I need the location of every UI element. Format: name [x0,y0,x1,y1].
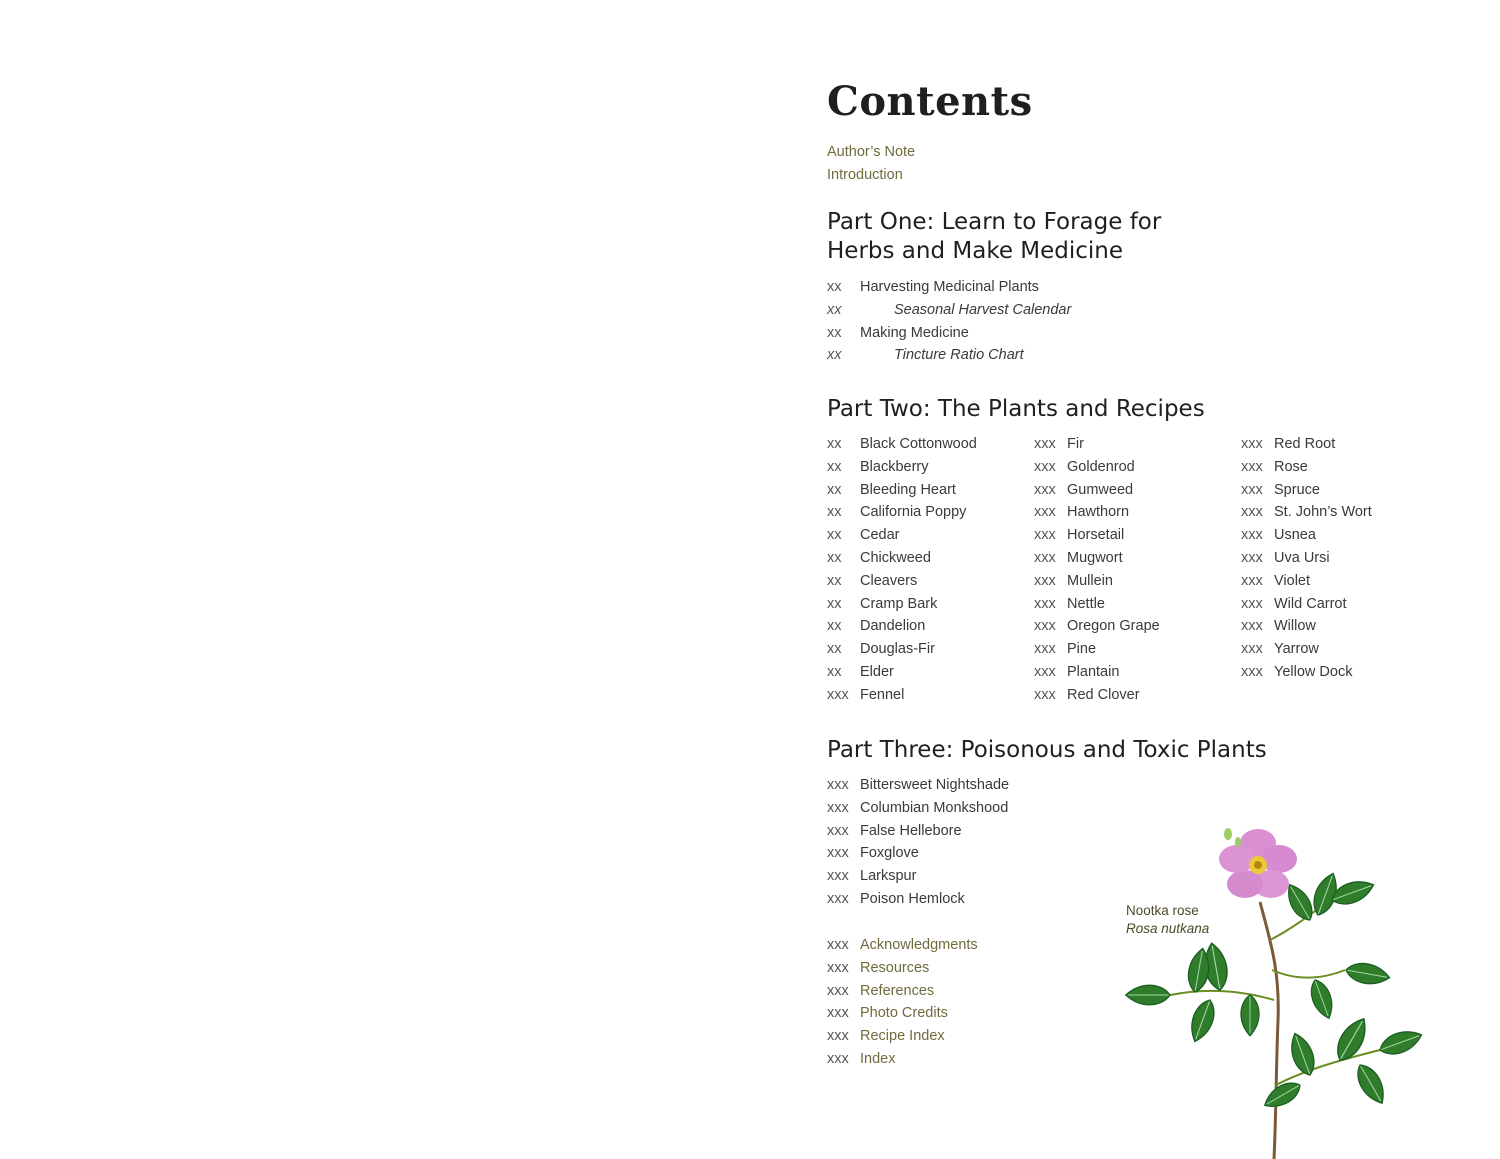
page-number: xxx [1241,595,1263,612]
toc-entry[interactable] [1241,638,1372,661]
toc-entry[interactable] [1241,501,1372,524]
entry-label: Uva Ursi [1274,549,1330,566]
toc-entry[interactable] [1241,547,1372,570]
page-number: xxx [827,1028,849,1045]
toc-entry[interactable] [1241,433,1372,456]
toc-entry[interactable] [1241,593,1372,616]
page-number: xx [827,527,842,544]
page-number: xx [827,618,842,635]
toc-link-introduction[interactable]: Introduction [827,166,903,183]
back-matter-list [827,934,978,1071]
toc-entry[interactable] [1241,456,1372,479]
toc-entry[interactable] [827,299,1071,322]
page-number: xx [827,504,842,521]
entry-label: Cleavers [860,572,918,589]
page-number: xxx [1034,595,1056,612]
entry-label: Mullein [1067,572,1113,589]
page-number: xxx [1034,436,1056,452]
entry-label: Harvesting Medicinal Plants [860,279,1039,295]
entry-label: Seasonal Harvest Calendar [894,301,1072,318]
entry-label: Index [860,1050,896,1067]
page-number: xxx [1034,458,1056,475]
page-number: xxx [827,868,849,885]
entry-label: Nettle [1067,595,1105,612]
toc-entry[interactable] [1034,433,1160,456]
page-number: xxx [827,959,849,976]
toc-entry[interactable] [827,501,977,524]
entry-label: Cramp Bark [860,595,938,612]
entry-label: Columbian Monkshood [860,799,1009,816]
page-number: xxx [1241,436,1263,452]
page-number: xxx [1034,527,1056,544]
toc-entry[interactable] [827,479,977,502]
page-number: xx [827,279,842,295]
toc-entry[interactable] [827,638,977,661]
page-number: xx [827,324,842,341]
page-number: xx [827,301,842,318]
entry-label: Horsetail [1067,527,1125,544]
toc-link-references[interactable] [827,980,978,1003]
entry-label: Fir [1067,436,1084,452]
entry-label: Yellow Dock [1274,663,1353,680]
page-number: xxx [1241,618,1263,635]
rose-flower [1219,829,1297,898]
page-number: xx [827,436,842,452]
toc-entry[interactable] [827,661,977,684]
page-number: xx [827,481,842,498]
part-two-column-2 [1034,433,1160,707]
entry-label: California Poppy [860,504,967,521]
entry-label: Yarrow [1274,641,1319,658]
toc-entry[interactable] [827,774,1009,797]
toc-link-index[interactable] [827,1048,978,1071]
page-number: xxx [827,890,849,907]
page-number: xxx [1034,663,1056,680]
entry-label: Tincture Ratio Chart [894,347,1024,364]
part-three-heading: Part Three: Poisonous and Toxic Plants [827,737,1267,763]
page-number: xxx [827,822,849,839]
entry-label: Goldenrod [1067,458,1135,475]
page-number: xxx [1034,549,1056,566]
entry-label: Bittersweet Nightshade [860,777,1010,793]
page-number: xxx [1034,504,1056,521]
page-number: xxx [1241,527,1263,544]
page-number: xxx [1034,686,1056,703]
part-two-heading: Part Two: The Plants and Recipes [827,396,1205,422]
toc-link-acknowledgments[interactable] [827,934,978,957]
part-one-heading [827,208,1161,266]
entry-label: Gumweed [1067,481,1134,498]
toc-link-recipe-index[interactable] [827,1025,978,1048]
toc-entry[interactable] [827,888,1009,911]
part-two-column-1 [827,433,977,707]
entry-label: Willow [1274,618,1316,635]
entry-label: Violet [1274,572,1311,589]
page-number: xx [827,641,842,658]
entry-label: False Hellebore [860,822,962,839]
caption-latin-name: Rosa nutkana [1126,920,1210,936]
entry-label: Acknowledgments [860,937,978,953]
toc-entry[interactable] [827,684,977,707]
page-number: xxx [827,1050,849,1067]
entry-label: Bleeding Heart [860,481,956,498]
toc-entry[interactable] [1034,547,1160,570]
page-number: xxx [827,686,849,703]
page-number: xxx [1241,481,1263,498]
page-number: xx [827,347,842,364]
entry-label: Oregon Grape [1067,618,1160,635]
entry-label: Poison Hemlock [860,890,965,907]
toc-entry[interactable] [1241,479,1372,502]
toc-entry[interactable] [827,456,977,479]
page-number: xxx [1034,572,1056,589]
toc-entry[interactable] [827,842,1009,865]
entry-label: Fennel [860,686,905,703]
toc-entry[interactable] [827,865,1009,888]
page-number: xx [827,572,842,589]
entry-label: Recipe Index [860,1028,945,1045]
page-number: xxx [1241,663,1263,680]
rose-buds [1224,828,1241,847]
toc-entry[interactable] [827,547,977,570]
entry-label: Pine [1067,641,1097,658]
page-number: xx [827,663,842,680]
toc-entry[interactable] [1034,479,1160,502]
page-number: xx [827,458,842,475]
entry-label: Making Medicine [860,324,969,341]
entry-label: Foxglove [860,845,919,862]
entry-label: Black Cottonwood [860,436,977,452]
page-number: xxx [827,799,849,816]
toc-entry[interactable] [1034,524,1160,547]
toc-link-authors-note[interactable]: Author’s Note [827,144,916,160]
part-one-list [827,276,1071,367]
toc-entry[interactable] [1241,570,1372,593]
entry-label: Douglas-Fir [860,641,935,658]
part-one-heading-line2: Herbs and Make Medicine [827,238,1124,264]
entry-label: Mugwort [1067,549,1123,566]
toc-entry[interactable] [827,276,1071,299]
toc-entry[interactable] [827,433,977,456]
page-number: xxx [1241,572,1263,589]
entry-label: Elder [860,663,894,680]
entry-label: Resources [860,959,930,976]
toc-entry[interactable] [1034,638,1160,661]
part-two-column-3 [1241,433,1372,684]
entry-label: Chickweed [860,549,931,566]
toc-entry[interactable] [1241,615,1372,638]
page-number: xxx [1034,481,1056,498]
toc-entry[interactable] [1034,593,1160,616]
toc-entry[interactable] [1034,615,1160,638]
toc-link-photo-credits[interactable] [827,1002,978,1025]
entry-label: St. John’s Wort [1274,504,1372,521]
page-number: xxx [1241,641,1263,658]
toc-entry[interactable] [1034,501,1160,524]
entry-label: Dandelion [860,618,926,635]
toc-entry[interactable] [1034,456,1160,479]
entry-label: Photo Credits [860,1005,948,1022]
entry-label: Hawthorn [1067,504,1130,521]
entry-label: Red Clover [1067,686,1140,703]
page-number: xxx [827,777,849,793]
entry-label: Wild Carrot [1274,595,1347,612]
entry-label: Spruce [1274,481,1320,498]
front-matter [827,141,915,187]
page-number: xxx [1241,504,1263,521]
page-number: xx [827,595,842,612]
part-one-heading-line1: Part One: Learn to Forage for [827,209,1162,235]
toc-entry[interactable] [827,593,977,616]
toc-entry[interactable] [1034,684,1160,707]
nootka-rose-illustration [1110,820,1450,1159]
page-number: xxx [827,937,849,953]
entry-label: Larkspur [860,868,917,885]
page-title: Contents [827,78,1033,125]
part-three-list [827,774,1009,911]
entry-label: Red Root [1274,436,1336,452]
toc-entry[interactable] [1034,570,1160,593]
toc-link-resources[interactable] [827,957,978,980]
entry-label: References [860,982,935,999]
page-number: xxx [1034,641,1056,658]
toc-entry[interactable] [827,344,1071,367]
entry-label: Plantain [1067,663,1120,680]
page-number: xxx [827,982,849,999]
toc-entry[interactable] [827,570,977,593]
entry-label: Usnea [1274,527,1316,544]
entry-label: Rose [1274,458,1308,475]
toc-entry[interactable] [1241,524,1372,547]
page-number: xxx [1241,458,1263,475]
entry-label: Cedar [860,527,900,544]
page-number: xxx [1241,549,1263,566]
caption-common-name: Nootka rose [1126,903,1199,918]
toc-entry[interactable] [827,615,977,638]
entry-label: Blackberry [860,458,929,475]
page-number: xxx [827,1005,849,1022]
page-number: xxx [827,845,849,862]
toc-entry[interactable] [1034,661,1160,684]
toc-entry[interactable] [827,820,1009,843]
toc-entry[interactable] [827,322,1071,345]
toc-entry[interactable] [1241,661,1372,684]
toc-entry[interactable] [827,797,1009,820]
page-number: xx [827,549,842,566]
toc-entry[interactable] [827,524,977,547]
page-number: xxx [1034,618,1056,635]
